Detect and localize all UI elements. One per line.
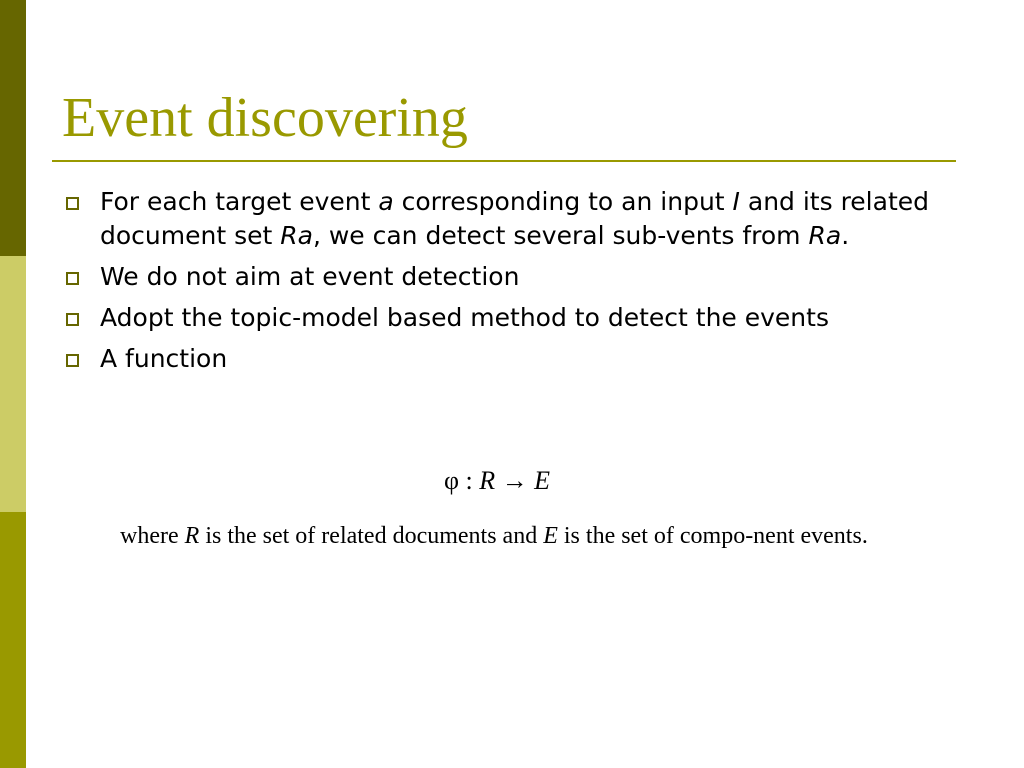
square-bullet-icon xyxy=(66,197,79,210)
definition-text-run: is the set of compo-nent events. xyxy=(557,523,868,549)
definition-text-run: E xyxy=(543,523,558,549)
bullet-text-run: and its related document set xyxy=(100,187,929,250)
sidebar-segment-medium xyxy=(0,512,26,768)
bullet-text-run: I xyxy=(732,187,740,216)
bullet-text-run: For each target event xyxy=(100,187,379,216)
bullet-text-run: Ra xyxy=(808,221,842,250)
square-bullet-icon xyxy=(66,313,79,326)
sidebar-segment-dark xyxy=(0,0,26,256)
bullet-item xyxy=(66,301,956,335)
bullet-text-run: Adopt the topic-model based method to detect the events xyxy=(100,303,829,332)
bullet-text-run: We do not aim at event detection xyxy=(100,262,520,291)
definition-text-run: R xyxy=(184,523,200,549)
title-underline-divider xyxy=(52,160,956,162)
bullet-list xyxy=(66,185,956,383)
bullet-text-run: a xyxy=(378,187,394,216)
slide-title: Event discovering xyxy=(62,87,468,149)
bullet-text-run: . xyxy=(841,221,850,250)
bullet-text-run: corresponding to an input xyxy=(393,187,733,216)
definition-text-run: is the set of related documents and xyxy=(199,523,544,549)
function-formula xyxy=(444,466,550,496)
formula-definition xyxy=(120,518,920,554)
square-bullet-icon xyxy=(66,354,79,367)
bullet-text-run: A function xyxy=(100,344,228,373)
formula-phi: φ xyxy=(444,466,460,495)
bullet-item xyxy=(66,185,956,253)
decorative-sidebar xyxy=(0,0,26,768)
formula-domain: R xyxy=(479,466,496,495)
formula-colon: : xyxy=(459,466,480,495)
bullet-text-run: Ra xyxy=(280,221,313,250)
bullet-item xyxy=(66,260,956,294)
definition-text-run: where xyxy=(120,523,185,549)
bullet-text-run: , we can detect several sub-vents from xyxy=(312,221,809,250)
formula-arrow: → xyxy=(495,466,535,495)
sidebar-segment-light xyxy=(0,256,26,512)
formula-codomain: E xyxy=(534,466,551,495)
bullet-item xyxy=(66,342,956,376)
square-bullet-icon xyxy=(66,272,79,285)
